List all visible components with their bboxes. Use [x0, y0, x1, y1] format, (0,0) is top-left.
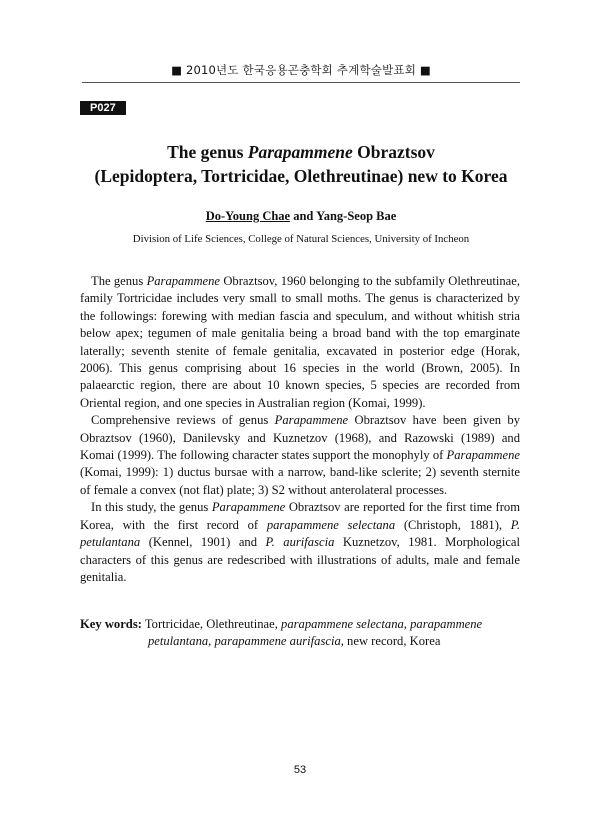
- keywords-line-2: [80, 633, 520, 650]
- text-run: Obraztsov are reported for the first time from Korea, with the first record of: [80, 500, 520, 532]
- paragraph: [80, 412, 520, 499]
- italic-run: parapammene selectana: [266, 517, 396, 532]
- keywords: [80, 616, 520, 651]
- paragraph: [80, 499, 520, 586]
- header-rule: [82, 82, 520, 83]
- italic-run: Parapammene: [446, 448, 520, 463]
- paper-id-badge: P027: [80, 101, 126, 115]
- italic-run: Parapammene: [146, 274, 221, 288]
- italic-run: P. petulantana: [80, 517, 520, 550]
- paragraph: [80, 273, 520, 412]
- keywords-label: Key words:: [80, 617, 142, 631]
- text-run: Comprehensive reviews of genus: [91, 413, 275, 428]
- affiliation: Division of Life Sciences, College of Natural Sciences, University of Incheon: [132, 233, 470, 245]
- italic-run: parapammene: [410, 617, 483, 631]
- text-run: The genus: [91, 274, 147, 288]
- paper-title: [60, 140, 542, 188]
- page-number: 53: [293, 764, 307, 776]
- italic-run: P. aurifascia: [265, 535, 335, 550]
- text-run: ,: [403, 617, 411, 631]
- author-second: Yang-Seop Bae: [316, 209, 397, 223]
- text-run: ,: [208, 634, 215, 649]
- italic-run: parapammene aurifascia,: [214, 634, 344, 649]
- text-run: Obraztsov, 1960 belonging to the subfamily Olethreutinae, family Tortricidae includes very small to small moths. The genus is characterized by the followings: forewing with median fascia and speculum, and without whitish stria below apex; tegumen of male genitalia being a broad band with the top emarginate laterally; seventh stenite of female genitalia, excavated in posterior edge (Horak, 2006). This genus comprising about 16 species in the world (Brown, 2005). In palaearctic region, there are about 10 known species, 5 species are recorded from Oriental region, and one species in Australian region (Komai, 1999).: [80, 274, 520, 410]
- authors: [60, 209, 542, 224]
- running-header: ■ 2010년도 한국응용곤충학회 추계학술발표회 ■: [171, 63, 431, 77]
- italic-run: Parapammene: [211, 500, 286, 515]
- text-run: Kuznetzov, 1981. Morphological characters of this genus are redescribed with illustrations of adults, male and female genitalia.: [80, 535, 521, 584]
- keywords-line-1: [80, 616, 520, 633]
- italic-run: petulantana: [148, 634, 209, 649]
- author-first: Do-Young Chae: [205, 209, 291, 223]
- text-run: (Komai, 1999): 1) ductus bursae with a narrow, band-like sclerite; 2) seventh sternite of female a convex (not flat) plate; 3) S2 without anterolateral processes.: [80, 465, 520, 497]
- title-genus-name: Parapammene: [247, 142, 353, 162]
- italic-run: Parapammene: [274, 413, 349, 428]
- title-line-2: (Lepidoptera, Tortricidae, Olethreutinae) new to Korea: [94, 166, 508, 186]
- title-line-1: [60, 140, 542, 164]
- text-run: (Christoph, 1881),: [395, 517, 511, 532]
- italic-run: parapammene selectana: [281, 617, 404, 631]
- author-joiner: and: [290, 209, 317, 223]
- text-run: new record, Korea: [343, 634, 441, 649]
- title-text: The genus: [167, 142, 248, 162]
- title-text: Obraztsov: [352, 142, 435, 162]
- text-run: In this study, the genus: [91, 500, 212, 515]
- abstract-body: [80, 273, 520, 586]
- text-run: Tortricidae, Olethreutinae,: [141, 617, 282, 631]
- keywords-text: [142, 617, 482, 631]
- text-run: (Kennel, 1901) and: [140, 535, 266, 550]
- text-run: Obraztsov have been given by Obraztsov (1960), Danilevsky and Kuznetzov (1968), and Razowski (1989) and Komai (1999). The following character states support the monophyly of: [80, 413, 520, 463]
